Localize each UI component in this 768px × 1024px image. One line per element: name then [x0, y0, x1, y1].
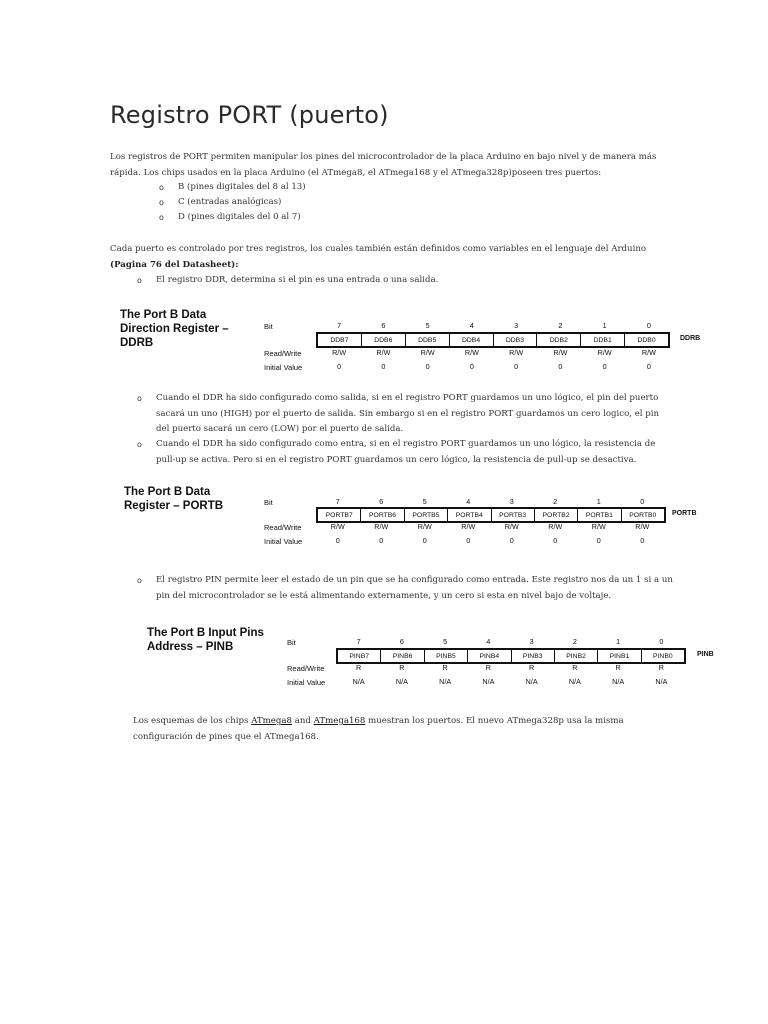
list-item: o Cuando el DDR ha sido configurado como salida, si en el registro PORT guardamos un uno lógico, el pin del puerto sacará un uno (HIGH) por el puerto de salida. Sin embargo si en el registro PORT guardamos un cero logico, el pin del puerto sacará un cero (LOW) por el puerto de salida. — [137, 393, 660, 434]
bit-cell: PORTB1 — [578, 509, 621, 521]
bullet-icon: o — [159, 183, 164, 192]
atmega8-link[interactable]: ATmega8 — [251, 716, 292, 726]
bit-cell: PORTB0 — [629, 511, 657, 519]
bit-cell: DDB0 — [637, 336, 656, 344]
bit-cell: PINB7 — [338, 650, 381, 662]
bullet-icon: o — [159, 213, 164, 222]
register-bit-box — [316, 507, 666, 523]
initial-value-row: N/A N/A N/A N/A N/A N/A N/A N/A — [352, 677, 668, 686]
register-title: The Port B Data Register – PORTB — [124, 486, 224, 512]
control-line-1: Cada puerto es controlado por tres registros, los cuales también están definidos como variables en el lenguaje del Arduino — [110, 244, 647, 254]
bit-cell: PORTB5 — [405, 509, 448, 521]
bit-cell: PINB6 — [381, 650, 424, 662]
bit-cell: PORTB7 — [318, 509, 361, 521]
bit-number-row: 7 6 5 4 3 2 1 0 — [335, 497, 645, 506]
read-write-label: Read/Write — [264, 349, 302, 358]
bit-cell: DDB2 — [537, 334, 581, 346]
bit-label: Bit — [287, 638, 296, 647]
bit-cell: DDB7 — [318, 334, 362, 346]
register-bit-box — [316, 332, 670, 348]
bit-cell: PORTB6 — [361, 509, 404, 521]
bit-cell: PINB2 — [555, 650, 598, 662]
register-name: PORTB — [672, 510, 697, 517]
page-title: Registro PORT (puerto) — [110, 101, 389, 129]
register-bit-box — [336, 648, 686, 664]
control-paragraph — [110, 242, 670, 273]
bit-cell: PORTB4 — [448, 509, 491, 521]
bullet-icon: o — [137, 276, 142, 285]
bit-cell: PORTB3 — [492, 509, 535, 521]
intro-paragraph — [110, 150, 670, 181]
initial-value-label: Initial Value — [264, 537, 303, 546]
bit-cell: DDB1 — [581, 334, 625, 346]
bit-cell: DDB3 — [494, 334, 538, 346]
list-item: o El registro PIN permite leer el estado de un pin que se ha configurado como entrada. Este registro nos da un 1 si a un pin del microcontrolador se le está alimentando externamente, y un cero si esta en nivel bajo de voltaje. — [137, 575, 673, 601]
bit-cell: PINB0 — [652, 652, 673, 660]
bit-number-row: 7 6 5 4 3 2 1 0 — [337, 321, 651, 330]
bit-cell: PORTB2 — [535, 509, 578, 521]
list-item: o D (pines digitales del 0 al 7) — [178, 210, 301, 225]
initial-value-row: 0 0 0 0 0 0 0 0 — [337, 362, 651, 371]
bit-label: Bit — [264, 322, 273, 331]
pinb-register-figure — [147, 626, 747, 692]
intro-line-2: rápida. Los chips usados en la placa Arduino (el ATmega8, el ATmega168 y el ATmega328p)poseen tres puertos: — [110, 167, 602, 178]
list-item: o B (pines digitales del 8 al 13) — [178, 180, 306, 195]
bit-label: Bit — [264, 498, 273, 507]
datasheet-ref: (Pagina 76 del Datasheet): — [110, 259, 239, 270]
bit-cell: DDB5 — [406, 334, 450, 346]
read-write-label: Read/Write — [264, 523, 302, 532]
list-item: o Cuando el DDR ha sido configurado como entra, si en el registro PORT guardamos un uno lógico, la resistencia de pull-up se activa. Pero si en el registro PORT guardamos un cero lógico, la resistencia de pull-up se desactiva. — [137, 439, 656, 465]
read-write-row: R/W R/W R/W R/W R/W R/W R/W R/W — [330, 522, 650, 531]
bullet-icon: o — [159, 198, 164, 207]
read-write-row: R R R R R R R R — [356, 663, 664, 672]
bullet-icon: o — [137, 440, 142, 449]
bit-cell: PINB1 — [598, 650, 641, 662]
register-name: PINB — [697, 651, 714, 658]
outro-paragraph: Los esquemas de los chips ATmega8 and ATmega168 muestran los puertos. El nuevo ATmega328p usa la misma configuración de pines que el ATmega168. — [133, 716, 624, 742]
bullet-icon: o — [137, 394, 142, 403]
register-title: The Port B Data Direction Register – DDRB — [120, 309, 229, 349]
bit-number-row: 7 6 5 4 3 2 1 0 — [356, 637, 664, 646]
atmega168-link[interactable]: ATmega168 — [313, 716, 366, 726]
portb-register-figure — [124, 485, 724, 551]
bit-cell: DDB6 — [362, 334, 406, 346]
initial-value-row: 0 0 0 0 0 0 0 0 — [335, 536, 645, 545]
initial-value-label: Initial Value — [264, 363, 303, 372]
bit-cell: PINB5 — [425, 650, 468, 662]
bit-cell: PINB3 — [512, 650, 555, 662]
intro-line-1: Los registros de PORT permiten manipular los pines del microcontrolador de la placa Arduino en bajo nivel y de manera más — [110, 152, 657, 162]
ddrb-register-figure — [120, 308, 720, 378]
list-item: o C (entradas analógicas) — [178, 195, 281, 210]
read-write-label: Read/Write — [287, 664, 325, 673]
initial-value-label: Initial Value — [287, 678, 326, 687]
bit-cell: PINB4 — [468, 650, 511, 662]
bullet-icon: o — [137, 576, 142, 585]
read-write-row: R/W R/W R/W R/W R/W R/W R/W R/W — [332, 348, 656, 357]
register-title: The Port B Input Pins Address – PINB — [147, 627, 264, 653]
bit-cell: DDB4 — [450, 334, 494, 346]
list-item: o El registro DDR, determina si el pin es una entrada o una salida. — [156, 273, 438, 288]
register-name: DDRB — [680, 335, 701, 342]
